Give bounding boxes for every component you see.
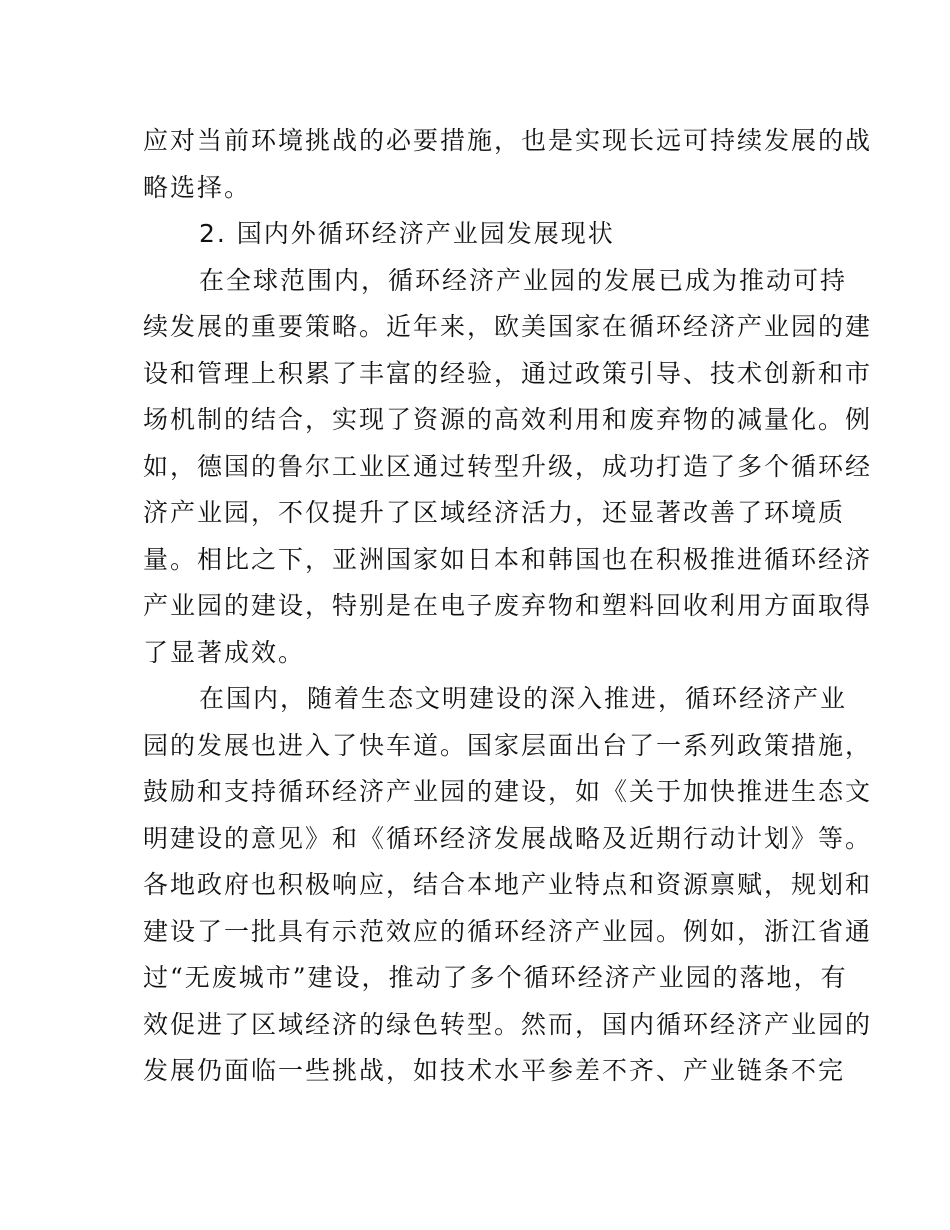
text-line: 了显著成效。 [143,637,306,667]
intro-paragraph [143,118,873,211]
text-line: 在国内，随着生态文明建设的深入推进，循环经济产业 [199,684,848,713]
text-line: 续发展的重要策略。近年来，欧美国家在循环经济产业园的建 [143,312,873,341]
text-line: 场机制的结合，实现了资源的高效利用和废弃物的减量化。例 [143,405,873,434]
text-line: 设和管理上积累了丰富的经验，通过政策引导、技术创新和市 [143,358,873,388]
text-line: 济产业园，不仅提升了区域经济活力，还显著改善了环境质 [143,498,846,527]
text-line: 量。相比之下，亚洲国家如日本和韩国也在积极推进循环经济 [143,544,873,574]
text-line: 各地政府也积极响应，结合本地产业特点和资源禀赋，规划和 [143,870,873,899]
text-line: 如，德国的鲁尔工业区通过转型升级，成功打造了多个循环经 [143,451,873,481]
text-line: 效促进了区域经济的绿色转型。然而，国内循环经济产业园的 [143,1009,873,1039]
text-line: 鼓励和支持循环经济产业园的建设，如《关于加快推进生态文 [143,777,873,806]
text-line: 应对当前环境挑战的必要措施，也是实现长远可持续发展的战 [143,126,873,155]
text-line: 产业园的建设，特别是在电子废弃物和塑料回收利用方面取得 [143,591,873,620]
text-line: 园的发展也进入了快车道。国家层面出台了一系列政策措施， [143,730,873,760]
text-line: 明建设的意见》和《循环经济发展战略及近期行动计划》等。 [143,823,873,853]
paragraph-domestic [143,676,873,1095]
text-line: 在全球范围内，循环经济产业园的发展已成为推动可持 [199,265,848,295]
text-line: 略选择。 [143,172,252,202]
document-page [143,118,873,1095]
text-line: 发展仍面临一些挑战，如技术水平参差不齐、产业链条不完 [143,1056,846,1085]
text-line: 建设了一批具有示范效应的循环经济产业园。例如，浙江省通 [143,916,873,946]
paragraph-global [143,258,873,677]
section-heading: 2. 国内外循环经济产业园发展现状 [199,219,615,248]
text-line: 过“无废城市”建设，推动了多个循环经济产业园的落地，有 [143,963,848,992]
